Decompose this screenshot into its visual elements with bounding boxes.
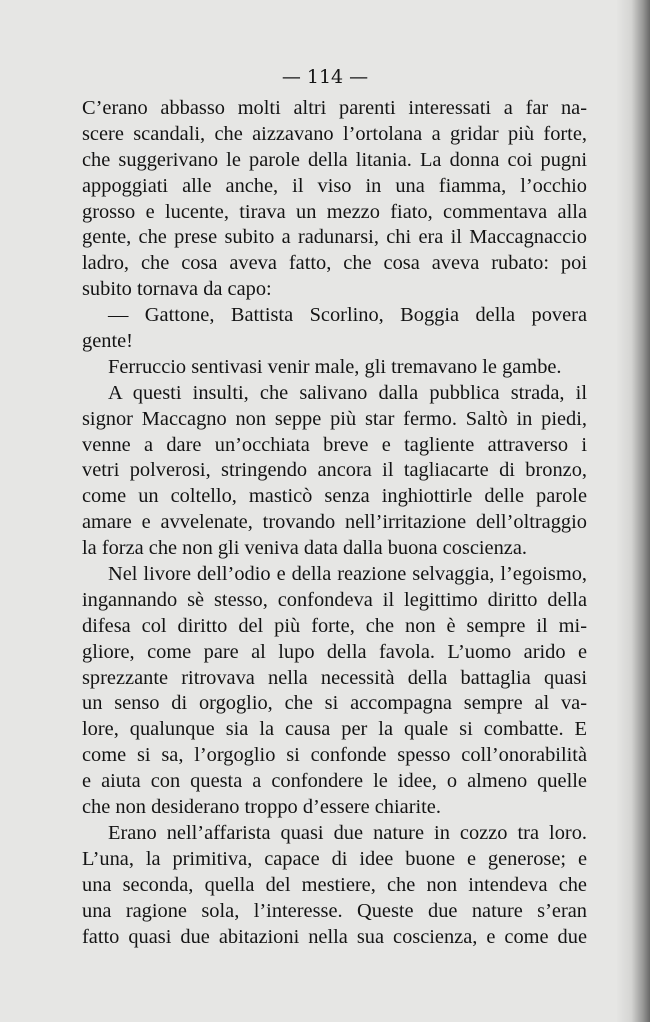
- text-line: che non desiderano troppo d’essere chiarite.: [82, 796, 441, 819]
- text-line: come si sa, l’orgoglio si confonde spesso coll’onorabilità: [82, 744, 587, 767]
- text-line: sprezzante ritrovava nella necessità della battaglia quasi: [82, 666, 587, 689]
- text-line: fatto quasi due abitazioni nella sua coscienza, e come due: [82, 925, 587, 948]
- text-line: — Gattone, Battista Scorlino, Boggia della povera: [108, 304, 587, 327]
- text-line: gente!: [82, 330, 133, 353]
- text-line: gliore, come pare al lupo della favola. L’uomo arido e: [82, 640, 587, 663]
- text-line: un senso di orgoglio, che si accompagna sempre al va-: [82, 692, 587, 715]
- text-line: una ragione sola, l’interesse. Queste due nature s’eran: [82, 899, 587, 922]
- text-line: che suggerivano le parole della litania. La donna coi pugni: [82, 148, 587, 171]
- text-line: venne a dare un’occhiata breve e tagliente attraverso i: [82, 433, 587, 456]
- text-line: gente, che prese subito a radunarsi, chi era il Maccagnaccio: [82, 226, 587, 249]
- text-line: Nel livore dell’odio e della reazione selvaggia, l’egoismo,: [108, 563, 587, 586]
- text-line: come un coltello, masticò senza inghiottirle delle parole: [82, 485, 587, 508]
- text-line: difesa col diritto del più forte, che non è sempre il mi-: [82, 614, 587, 637]
- text-line: Erano nell’affarista quasi due nature in cozzo tra loro.: [108, 821, 587, 844]
- text-line: e aiuta con questa a confondere le idee, o almeno quelle: [82, 770, 587, 793]
- body-text: [82, 96, 587, 950]
- text-line: lore, qualunque sia la causa per la quale si combatte. E: [82, 718, 587, 741]
- text-line: appoggiati alle anche, il viso in una fiamma, l’occhio: [82, 174, 587, 197]
- text-line: ladro, che cosa aveva fatto, che cosa aveva rubato: poi: [82, 252, 587, 275]
- text-line: amare e avvelenate, trovando nell’irritazione dell’oltraggio: [82, 511, 587, 534]
- text-line: scere scandali, che aizzavano l’ortolana a gridar più forte,: [82, 122, 587, 145]
- page-number: — 114 —: [281, 66, 369, 88]
- text-line: Ferruccio sentivasi venir male, gli tremavano le gambe.: [108, 355, 562, 378]
- text-line: una seconda, quella del mestiere, che non intendeva che: [82, 873, 587, 896]
- text-line: L’una, la primitiva, capace di idee buone e generose; e: [82, 847, 587, 870]
- text-line: signor Maccagno non seppe più star fermo. Saltò in piedi,: [82, 407, 587, 430]
- text-line: A questi insulti, che salivano dalla pubblica strada, il: [108, 381, 587, 404]
- text-line: ingannando sè stesso, confondeva il legittimo diritto della: [82, 588, 587, 611]
- text-line: C’erano abbasso molti altri parenti interessati a far na-: [82, 97, 587, 119]
- text-line: la forza che non gli veniva data dalla buona coscienza.: [82, 537, 527, 560]
- text-line: grosso e lucente, tirava un mezzo fiato, commentava alla: [82, 200, 587, 223]
- text-line: vetri polverosi, stringendo ancora il tagliacarte di bronzo,: [82, 459, 587, 482]
- text-line: subito tornava da capo:: [82, 278, 272, 301]
- book-spine-shadow: [616, 0, 650, 1022]
